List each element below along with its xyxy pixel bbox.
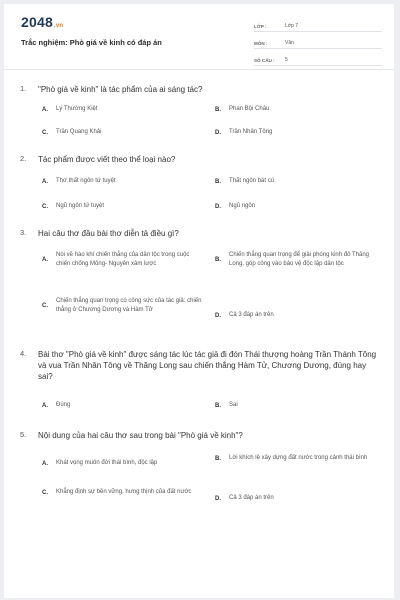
- meta-label: MÔN :: [254, 41, 268, 46]
- question-number: 4.: [20, 349, 27, 358]
- option-text: Thất ngôn bát cú: [229, 178, 275, 184]
- logo-text: 2048: [21, 14, 53, 30]
- worksheet-header: [4, 4, 394, 66]
- option-letter: D.: [215, 312, 221, 319]
- option-text: Khát vọng muôn đời thái bình, độc lập: [56, 460, 158, 466]
- option-text: Cả 3 đáp án trên: [229, 495, 274, 501]
- option-text: Lời khích lệ xây dựng đất nước trong cảnh thái bình: [229, 455, 368, 461]
- option-letter: B.: [215, 257, 221, 263]
- option-c[interactable]: [42, 128, 202, 137]
- option-text: Nói về hào khí chiến thắng của dân tộc trong cuộc chiến chống Mông- Nguyên xâm lược: [56, 252, 190, 267]
- option-text: Trần Nhân Tông: [229, 129, 273, 135]
- option-letter: A.: [42, 460, 48, 467]
- option-text: Phan Bội Châu: [229, 106, 270, 112]
- option-text: Khẳng định sự bền vững, hưng thịnh của đất nước: [56, 489, 192, 495]
- option-letter: C.: [42, 129, 48, 136]
- option-b[interactable]: [215, 454, 383, 463]
- option-c[interactable]: [42, 202, 202, 211]
- option-letter: A.: [42, 257, 48, 263]
- question-text: "Phò giá về kinh" là tác phẩm của ai sáng tác?: [38, 85, 203, 94]
- meta-row-subject: [254, 33, 382, 49]
- meta-value: Văn: [285, 40, 294, 46]
- option-letter: B.: [215, 455, 221, 462]
- option-d[interactable]: [215, 128, 383, 137]
- option-text: Ngũ ngôn: [229, 203, 256, 209]
- meta-row-class: [254, 16, 382, 32]
- option-text: Cả 3 đáp án trên: [229, 312, 274, 318]
- option-a[interactable]: [42, 401, 202, 410]
- header-divider: [4, 69, 394, 70]
- option-d[interactable]: [215, 311, 383, 320]
- meta-label: SỐ CÂU :: [254, 58, 275, 63]
- option-a[interactable]: [42, 251, 202, 269]
- option-letter: C.: [42, 203, 48, 210]
- question-text: Tác phẩm được viết theo thể loại nào?: [38, 155, 176, 164]
- site-logo[interactable]: [21, 14, 63, 30]
- worksheet: [4, 4, 394, 598]
- meta-value: 5: [285, 57, 288, 63]
- option-letter: C.: [42, 489, 48, 496]
- option-text: Thơ thất ngôn tứ tuyệt: [56, 178, 116, 184]
- option-text: Đúng: [56, 402, 71, 408]
- option-letter: D.: [215, 495, 221, 502]
- question-text: Hai câu thơ đầu bài thơ diễn tả điều gì?: [38, 229, 179, 238]
- option-b[interactable]: [215, 177, 383, 186]
- option-letter: B.: [215, 178, 221, 185]
- option-letter: A.: [42, 402, 48, 409]
- option-letter: A.: [42, 178, 48, 185]
- question-number: 5.: [20, 430, 27, 439]
- option-text: Chiến thắng quan trọng có công sức của tác giả: chiến thắng ở Chương Dương và Hàm Tử: [56, 298, 202, 313]
- meta-row-count: [254, 50, 382, 66]
- option-c[interactable]: [42, 488, 202, 497]
- option-letter: D.: [215, 129, 221, 136]
- document-title: Trắc nghiệm: Phò giá về kinh có đáp án: [21, 38, 162, 47]
- option-letter: A.: [42, 106, 48, 113]
- logo-suffix: .vn: [53, 23, 64, 29]
- option-text: Sai: [229, 402, 238, 408]
- meta-info: [254, 16, 382, 67]
- meta-label: LỚP :: [254, 24, 267, 29]
- question-number: 2.: [20, 154, 27, 163]
- option-b[interactable]: [215, 105, 383, 114]
- option-b[interactable]: [215, 401, 383, 410]
- option-text: Lý Thường Kiệt: [56, 106, 98, 112]
- meta-value: Lớp 7: [285, 23, 299, 29]
- question-text: Bài thơ "Phò giá về kinh" được sáng tác lúc tác giả đi đón Thái thượng hoàng Trần Thánh Tông và vua Trần Nhân Tông về Thăng Long sau chiến thắng Hàm Tử, Chương Dương, đúng hay sai?: [38, 350, 377, 381]
- option-letter: D.: [215, 203, 221, 210]
- option-d[interactable]: [215, 494, 383, 503]
- option-text: Chiến thắng quan trọng để giải phóng kinh đô Thăng Long, góp công vào bảo vệ độc lập dân tộc: [229, 252, 370, 267]
- option-d[interactable]: [215, 202, 383, 211]
- option-text: Ngũ ngôn tứ tuyệt: [56, 203, 105, 209]
- question-number: 1.: [20, 84, 27, 93]
- question-text: Nội dung của hai câu thơ sau trong bài "Phò giá về kinh"?: [38, 431, 243, 440]
- option-letter: B.: [215, 106, 221, 113]
- option-letter: C.: [42, 303, 48, 309]
- option-b[interactable]: [215, 251, 383, 269]
- option-letter: B.: [215, 402, 221, 409]
- option-a[interactable]: [42, 459, 202, 468]
- option-text: Trần Quang Khải: [56, 129, 102, 135]
- option-a[interactable]: [42, 105, 202, 114]
- option-c[interactable]: [42, 297, 202, 315]
- option-a[interactable]: [42, 177, 202, 186]
- question-number: 3.: [20, 228, 27, 237]
